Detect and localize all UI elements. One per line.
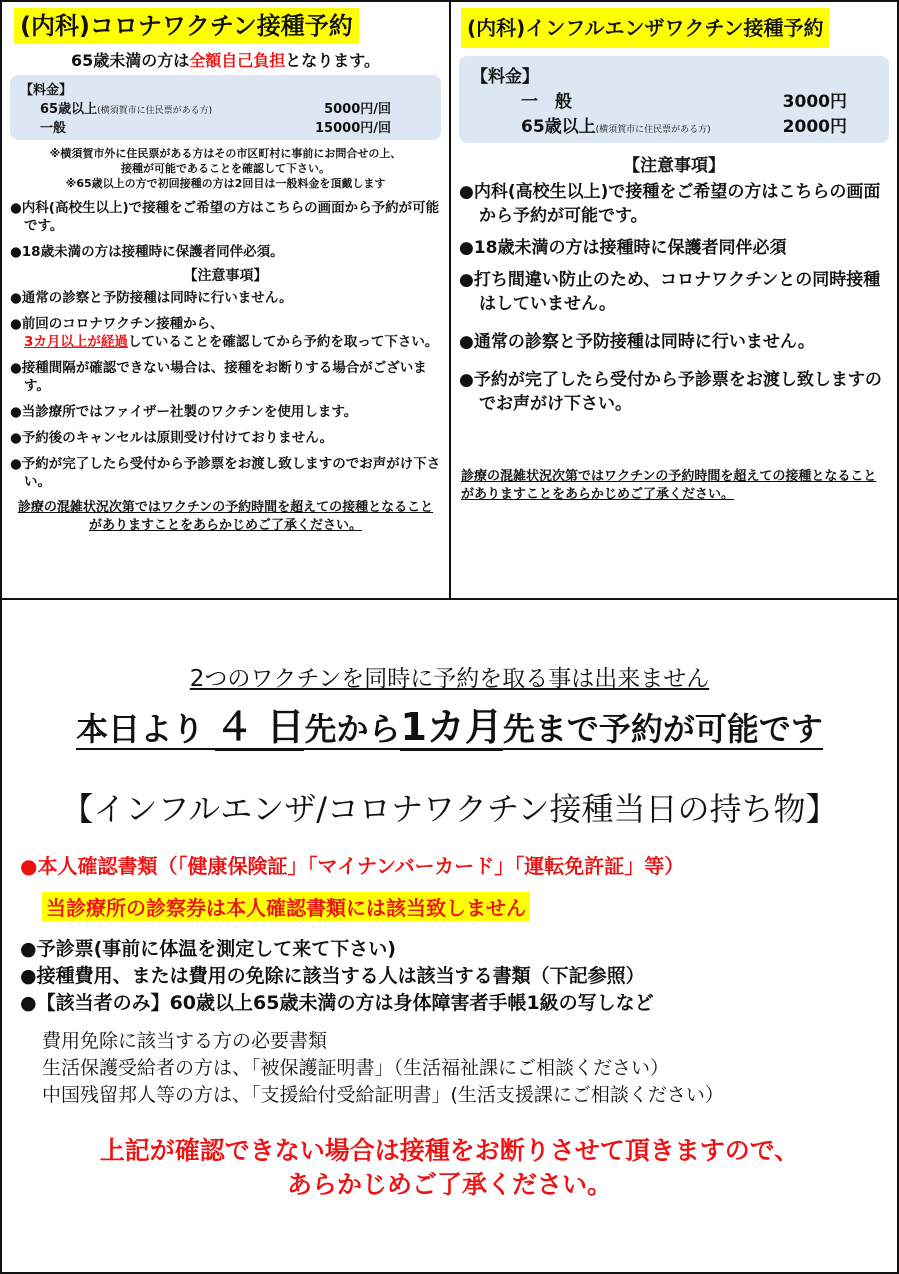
bw-e: 先まで予約が可能です bbox=[502, 710, 823, 748]
covid-b4-a: ●前回のコロナワクチン接種から、 bbox=[10, 316, 224, 332]
item-form: ●予診票(事前に体温を測定して来て下さい) bbox=[20, 938, 396, 960]
covid-intro bbox=[2, 48, 449, 71]
covid-caution-title: 【注意事項】 bbox=[183, 268, 268, 284]
covid-intro-red: 全額自己負担 bbox=[189, 51, 286, 70]
id-note: 当診療所の診察券は本人確認書類には該当致しません bbox=[42, 892, 530, 921]
flu-fee-price: 3000円 bbox=[782, 92, 847, 112]
no-both-text: 2つのワクチンを同時に予約を取る事は出来ません bbox=[189, 666, 710, 692]
covid-bullet-refuse: ●接種間隔が確認できない場合は、接種をお断りする場合がございます。 bbox=[10, 360, 427, 394]
id-docs-text: ●本人確認書類（「健康保険証」「マイナンバーカード」「運転免許証」等） bbox=[20, 854, 685, 878]
covid-b4-red: 3カ月以上が経過 bbox=[24, 334, 128, 350]
covid-bullet-nosame: ●通常の診察と予防接種は同時に行いません。 bbox=[10, 290, 293, 306]
item-fee: ●接種費用、または費用の免除に該当する人は該当する書類（下記参照） bbox=[20, 965, 645, 987]
covid-fee-price: 5000円/回 bbox=[324, 102, 391, 117]
flu-fee-sub: (横須賀市に住民票がある方) bbox=[595, 125, 711, 135]
flu-header[interactable]: (内科)インフルエンザワクチン接種予約 bbox=[461, 8, 829, 48]
flu-fee-price: 2000円 bbox=[782, 117, 847, 137]
exempt-title: 費用免除に該当する方の必要書類 bbox=[42, 1030, 328, 1052]
covid-bullet-pfizer: ●当診療所ではファイザー社製のワクチンを使用します。 bbox=[10, 404, 358, 420]
exempt-docs bbox=[42, 1028, 724, 1109]
covid-fee-label: 65歳以上 bbox=[40, 102, 98, 117]
flu-bullet-reserve: ●内科(高校生以上)で接種をご希望の方はこちらの画面から予約が可能です。 bbox=[459, 182, 881, 226]
flu-caution-title: 【注意事項】 bbox=[623, 156, 725, 176]
booking-window bbox=[2, 696, 897, 751]
no-both-notice bbox=[2, 660, 897, 693]
flu-bullet-guardian: ●18歳未満の方は接種時に保護者同伴必須 bbox=[459, 238, 787, 258]
covid-bullets bbox=[2, 199, 449, 261]
refusal-warning bbox=[2, 1134, 897, 1202]
covid-bullet-cancel: ●予約後のキャンセルは原則受け付けておりません。 bbox=[10, 430, 334, 446]
covid-bullet-form: ●予約が完了したら受付から予診票をお渡し致しますのでお声がけ下さい。 bbox=[10, 456, 441, 490]
flu-fee-label: 一 般 bbox=[521, 92, 572, 112]
flu-bullets bbox=[451, 180, 897, 416]
covid-bullet-reserve: ●内科(高校生以上)で接種をご希望の方はこちらの画面から予約が可能です。 bbox=[10, 200, 440, 234]
covid-intro-a: 65歳未満の方は bbox=[70, 51, 190, 70]
exempt-welfare: 生活保護受給者の方は、「被保護証明書」（生活福祉課にご相談ください） bbox=[42, 1057, 670, 1079]
covid-fee-row bbox=[20, 98, 431, 117]
warn-line-2: あらかじめご了承ください。 bbox=[286, 1170, 612, 1199]
bw-days: ４ 日 bbox=[215, 705, 305, 749]
flu-bullet-nosimul: ●打ち間違い防止のため、コロナワクチンとの同時接種はしていません。 bbox=[459, 270, 881, 314]
warn-line-1: 上記が確認できない場合は接種をお断りさせて頂きますので、 bbox=[99, 1136, 800, 1165]
covid-intro-b: となります。 bbox=[285, 51, 381, 70]
exempt-china: 中国残留邦人等の方は、「支援給付受給証明書」(生活支援課にご相談ください） bbox=[42, 1084, 724, 1106]
items-list bbox=[20, 936, 654, 1017]
flu-fee-row bbox=[471, 87, 877, 112]
covid-panel bbox=[2, 2, 449, 600]
flu-panel bbox=[451, 2, 897, 600]
covid-fee-label: 一般 bbox=[40, 121, 67, 136]
items-title: 【インフルエンザ/コロナワクチン接種当日の持ち物】 bbox=[61, 790, 838, 828]
covid-note-2: 接種が可能であることを確認して下さい。 bbox=[121, 162, 330, 175]
covid-fee-row bbox=[20, 117, 431, 136]
flu-fee-box bbox=[459, 56, 889, 143]
flu-fee-title: 【料金】 bbox=[471, 67, 539, 87]
covid-b4-b: していることを確認してから予約を取って下さい。 bbox=[127, 334, 439, 350]
item-disability: ●【該当者のみ】60歳以上65歳未満の方は身体障害者手帳1級の写しなど bbox=[20, 992, 654, 1014]
covid-header[interactable]: (内科)コロナワクチン接種予約 bbox=[14, 8, 359, 44]
bottom-section bbox=[2, 602, 897, 1272]
covid-notes bbox=[2, 146, 449, 191]
covid-bullet-guardian: ●18歳未満の方は接種時に保護者同伴必須。 bbox=[10, 244, 284, 260]
covid-bullet-interval bbox=[10, 315, 441, 351]
bw-c: 先から bbox=[304, 710, 401, 748]
covid-fee-sub: (横須賀市に住民票がある方) bbox=[97, 106, 213, 116]
covid-fee-title: 【料金】 bbox=[20, 83, 73, 98]
bw-a: 本日より bbox=[76, 710, 205, 748]
covid-caution-list bbox=[2, 289, 449, 491]
covid-note-1: ※横須賀市外に住民票がある方はその市区町村に事前にお問合せの上、 bbox=[49, 147, 402, 160]
covid-fee-price: 15000円/回 bbox=[315, 121, 391, 136]
flu-fee-row bbox=[471, 112, 877, 137]
flu-fee-label: 65歳以上 bbox=[521, 117, 596, 137]
flu-footer: 診療の混雑状況次第ではワクチンの予約時間を超えての接種となることがありますことをあらかじめご了承ください。 bbox=[461, 469, 877, 502]
bw-month: 1カ月 bbox=[400, 705, 503, 749]
covid-fee-box bbox=[10, 75, 441, 140]
covid-footer: 診療の混雑状況次第ではワクチンの予約時間を超えての接種となることがありますことをあらかじめご了承ください。 bbox=[17, 500, 434, 533]
top-section bbox=[2, 2, 897, 600]
flu-bullet-nosame: ●通常の診察と予防接種は同時に行いません。 bbox=[459, 332, 815, 352]
covid-note-3: ※65歳以上の方で初回接種の方は2回目は一般料金を頂戴します bbox=[65, 177, 386, 190]
flu-bullet-form: ●予約が完了したら受付から予診票をお渡し致しますのでお声がけ下さい。 bbox=[459, 370, 882, 414]
id-docs bbox=[20, 850, 684, 879]
